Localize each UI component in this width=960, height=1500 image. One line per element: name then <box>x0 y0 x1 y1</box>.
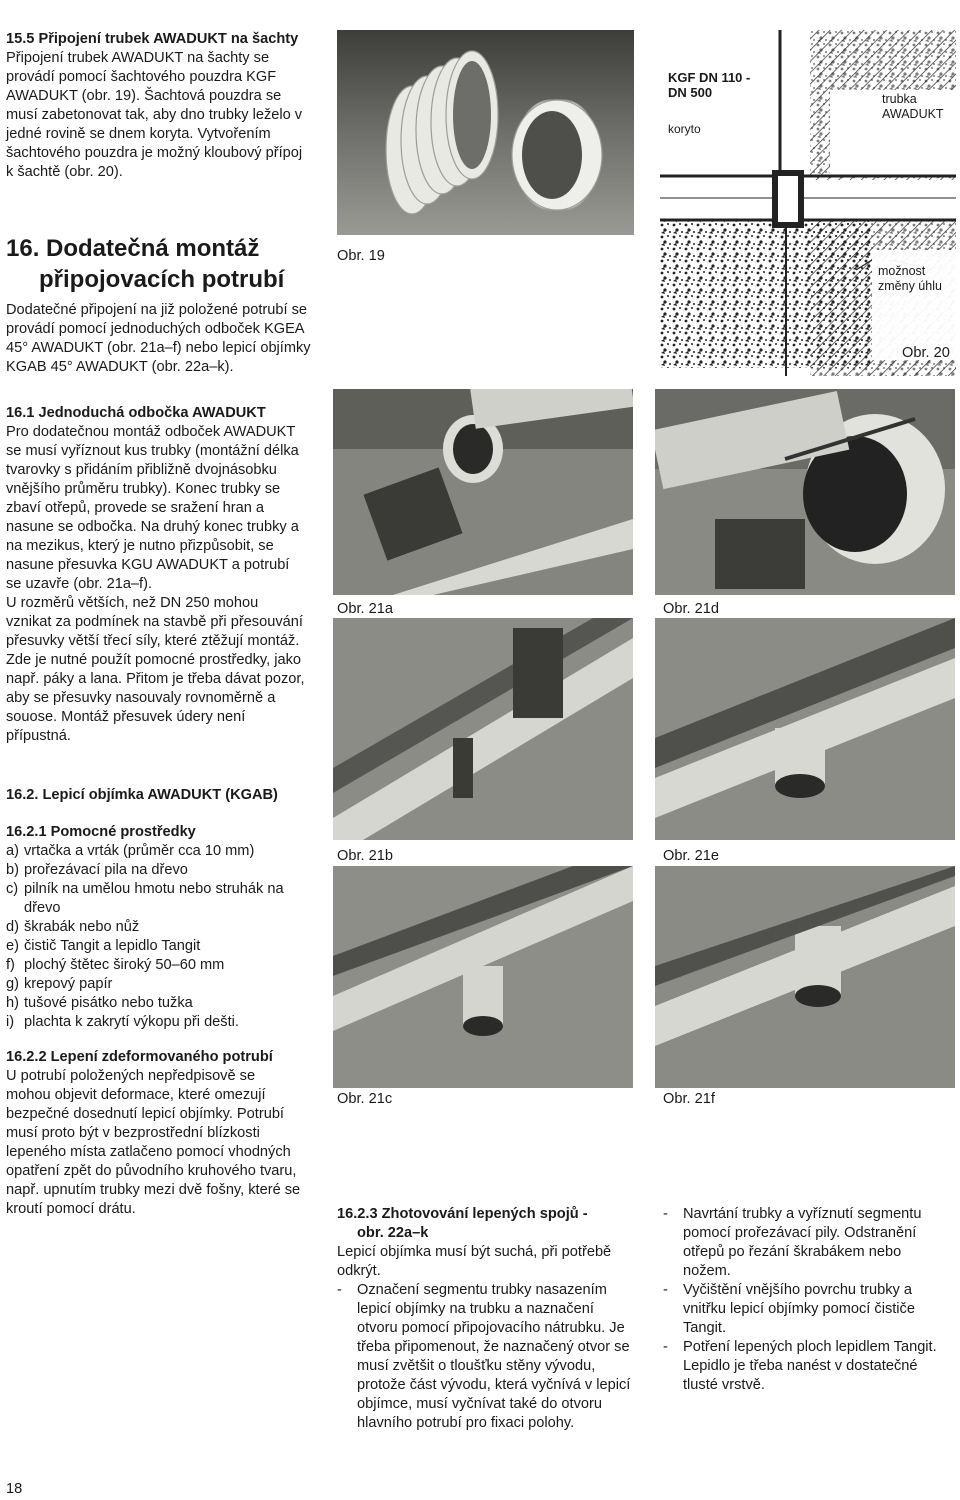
step-text: Označení segmentu trubky nasazením lepicí objímky na trubku a naznačení otvoru pomocí připojovacího nátrubku. Je třeba připomenout, že naznačený otvor se musí zvětšit o tloušťku stěny vývodu, protože část vývodu, která vyčnívá v lepicí objímce, musí vyčnívat také do otvoru hlavního potrubí pro fixaci polohy. <box>357 1282 631 1431</box>
caption-obr-19: Obr. 19 <box>337 248 385 264</box>
tools-list-item <box>6 1013 302 1032</box>
section-16-2 <box>6 786 306 805</box>
tools-list <box>6 842 302 1032</box>
label-moznost: možnost změny úhlu <box>878 264 942 293</box>
caption-obr-20: Obr. 20 <box>902 345 950 361</box>
section-15-5-body: Připojení trubek AWADUKT na šachty se provádí pomocí šachtového pouzdra KGF AWADUKT (obr. 19). Šachtová pouzdra se musí zabetonovat tak, aby dno trubky leželo v jedné rovině se dnem koryta. Vytvořením šachtového pouzdra je možný kloubový přípoj k šachtě (obr. 20). <box>6 50 303 180</box>
tools-list-text: vrtačka a vrták (průměr cca 10 mm) <box>24 843 255 859</box>
tools-list-key: h) <box>6 995 19 1011</box>
section-16-title-line1: 16. Dodatečná montáž <box>6 235 260 262</box>
label-koryto: koryto <box>668 122 701 136</box>
section-16-2-3-continued <box>663 1205 953 1395</box>
step-item <box>663 1338 953 1395</box>
section-15-5 <box>6 30 311 182</box>
figure-21c-photo <box>333 866 633 1088</box>
section-16-1-body2: U rozměrů větších, než DN 250 mohou vznikat za podmínek na stavbě při přesouvání přesuvky větší třecí síly, které ztěžují montáž. Zde je nutné použít pomocné prostředky, jako např. páky a lana. Přitom je třeba dávat pozor, aby se přesuvky nasouvaly rovnoměrně a souose. Montáž přesuvek údery není přípustná. <box>6 595 305 744</box>
tools-list-item <box>6 956 302 975</box>
tools-list-text: tušové pisátko nebo tužka <box>24 995 193 1011</box>
section-16-2-title: 16.2. Lepicí objímka AWADUKT (KGAB) <box>6 787 278 803</box>
tools-list-key: d) <box>6 919 19 935</box>
step-dash: - <box>337 1282 342 1298</box>
page-number: 18 <box>6 1481 23 1497</box>
figure-21a-photo <box>333 389 633 595</box>
steps-right-list <box>663 1205 953 1395</box>
section-16-2-2-body: U potrubí položených nepředpisově se mohou objevit deformace, které omezují bezpečné dosednutí lepicí objímky. Potrubí musí proto být v bezprostřední blízkosti lepeného místa zatlačeno pomocí vhodných opatření zpět do původního kruhového tvaru, např. upnutím trubky mezi dvě fošny, které se kroutí pomocí drátu. <box>6 1068 301 1217</box>
tools-list-key: a) <box>6 843 19 859</box>
figure-21e-photo <box>655 618 955 840</box>
caption-obr-21a: Obr. 21a <box>337 601 393 617</box>
tools-list-key: c) <box>6 881 19 897</box>
step-item <box>663 1281 953 1338</box>
section-16-body: Dodatečné připojení na již položené potrubí se provádí pomocí jednoduchých odboček KGEA 45° AWADUKT (obr. 21a–f) nebo lepicí objímky KGAB 45° AWADUKT (obr. 22a–k). <box>6 302 311 375</box>
step-item <box>337 1281 632 1433</box>
tools-list-item <box>6 937 302 956</box>
section-16-1 <box>6 404 306 746</box>
section-16-2-3 <box>337 1205 632 1433</box>
tools-list-item <box>6 918 302 937</box>
caption-obr-21c: Obr. 21c <box>337 1091 393 1107</box>
caption-obr-21f: Obr. 21f <box>663 1091 715 1107</box>
section-16 <box>6 233 316 377</box>
tools-list-text: plachta k zakrytí výkopu při dešti. <box>24 1014 239 1030</box>
section-16-2-2-title: 16.2.2 Lepení zdeformovaného potrubí <box>6 1049 273 1065</box>
caption-obr-21e: Obr. 21e <box>663 848 719 864</box>
section-16-2-1-title: 16.2.1 Pomocné prostředky <box>6 824 196 840</box>
section-16-2-3-title-line1: 16.2.3 Zhotovování lepených spojů - <box>337 1206 588 1222</box>
step-item <box>663 1205 953 1281</box>
section-16-1-title: 16.1 Jednoduchá odbočka AWADUKT <box>6 405 266 421</box>
tools-list-item <box>6 994 302 1013</box>
tools-list-item <box>6 975 302 994</box>
tools-list-text: prořezávací pila na dřevo <box>24 862 188 878</box>
caption-obr-21b: Obr. 21b <box>337 848 393 864</box>
figure-21b-photo <box>333 618 633 840</box>
tools-list-key: f) <box>6 957 15 973</box>
section-16-2-3-title-line2: obr. 22a–k <box>357 1225 429 1241</box>
section-16-2-1 <box>6 823 302 1032</box>
step-dash: - <box>663 1206 668 1222</box>
section-16-1-body1: Pro dodatečnou montáž odboček AWADUKT se musí vyříznout kus trubky (montážní délka tvarovky s přidáním přibližně dvojnásobku vnějšího průměru trubky). Konec trubky se zbaví otřepů, provede se sražení hran a nasune se odbočka. Na druhý konec trubky a na mezikus, který je nutno přizpůsobit, se nasune přesuvka KGU AWADUKT a potrubí se uzavře (obr. 21a–f). <box>6 424 299 592</box>
tools-list-key: i) <box>6 1014 15 1030</box>
figure-20-diagram <box>660 30 956 376</box>
label-trubka: trubka AWADUKT <box>882 92 944 121</box>
section-16-2-2 <box>6 1048 302 1219</box>
tools-list-item <box>6 842 302 861</box>
section-16-2-3-intro: Lepicí objímka musí být suchá, při potřebě odkrýt. <box>337 1244 612 1279</box>
step-dash: - <box>663 1282 668 1298</box>
tools-list-text: čistič Tangit a lepidlo Tangit <box>24 938 201 954</box>
step-text: Potření lepených ploch lepidlem Tangit. Lepidlo je třeba nanést v dostatečné tlusté vrstvě. <box>683 1339 937 1393</box>
tools-list-item <box>6 861 302 880</box>
label-kgf: KGF DN 110 - DN 500 <box>668 70 751 100</box>
step-text: Navrtání trubky a vyříznutí segmentu pomocí prořezávací pily. Odstranění otřepů po řezání škrabákem nebo nožem. <box>683 1206 922 1279</box>
tools-list-item <box>6 880 302 918</box>
tools-list-text: plochý štětec široký 50–60 mm <box>24 957 225 973</box>
tools-list-key: b) <box>6 862 19 878</box>
caption-obr-21d: Obr. 21d <box>663 601 719 617</box>
steps-left-list <box>337 1281 632 1433</box>
tools-list-key: g) <box>6 976 19 992</box>
step-dash: - <box>663 1339 668 1355</box>
tools-list-text: pilník na umělou hmotu nebo struhák na dřevo <box>24 881 284 916</box>
section-15-5-title: 15.5 Připojení trubek AWADUKT na šachty <box>6 31 299 47</box>
figure-19-photo <box>337 30 634 235</box>
section-16-title-line2: připojovacích potrubí <box>39 266 285 293</box>
figure-21d-photo <box>655 389 955 595</box>
tools-list-key: e) <box>6 938 19 954</box>
tools-list-text: škrabák nebo nůž <box>24 919 140 935</box>
step-text: Vyčištění vnějšího povrchu trubky a vnitřku lepicí objímky pomocí čističe Tangit. <box>683 1282 915 1336</box>
figure-21f-photo <box>655 866 955 1088</box>
tools-list-text: krepový papír <box>24 976 113 992</box>
